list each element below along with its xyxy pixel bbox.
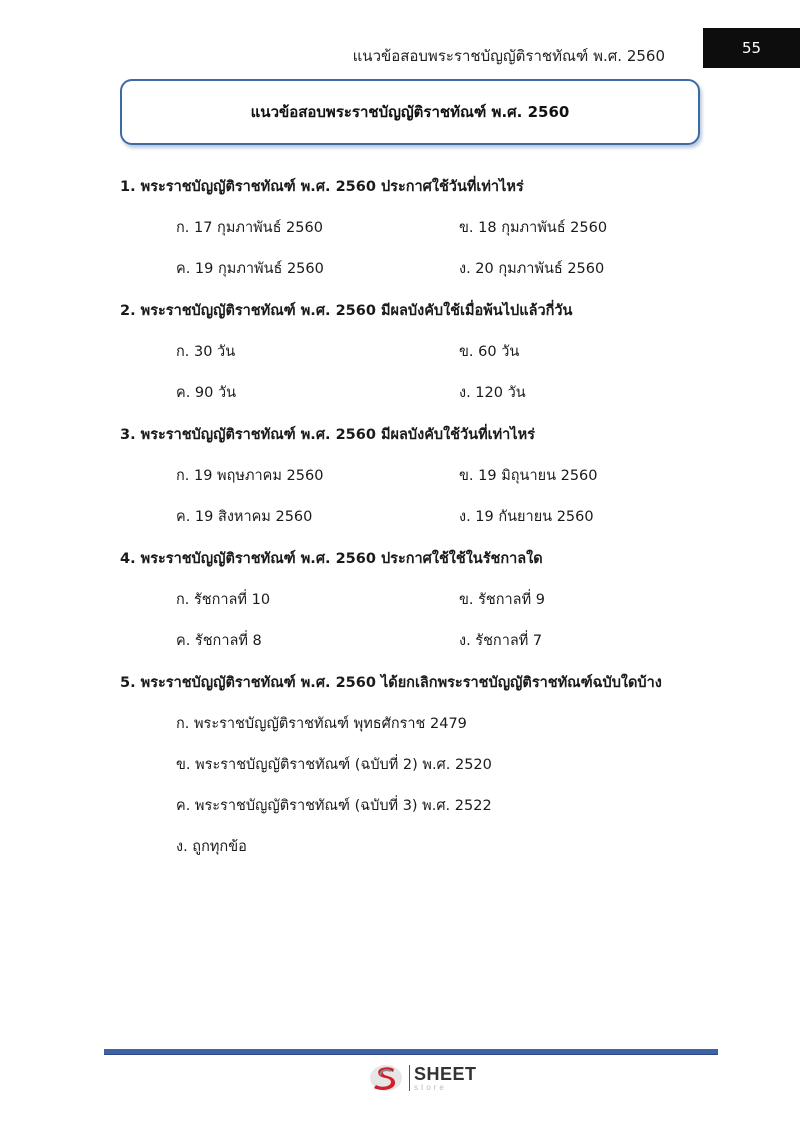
document-title: แนวข้อสอบพระราชบัญญัติราชทัณฑ์ พ.ศ. 2560 [250, 103, 570, 121]
choice-a: ก. 17 กุมภาพันธ์ 2560 [176, 220, 323, 236]
footer-rule [104, 1049, 718, 1055]
choice-b: ข. รัชกาลที่ 9 [459, 592, 545, 608]
choice-b: ข. 18 กุมภาพันธ์ 2560 [459, 220, 608, 236]
logo-s-icon [369, 1063, 403, 1093]
question-text: 3. พระราชบัญญัติราชทัณฑ์ พ.ศ. 2560 มีผลบังคับใช้วันที่เท่าไหร่ [120, 427, 535, 443]
choice-c: ค. 19 สิงหาคม 2560 [176, 509, 313, 525]
question-list [120, 174, 720, 860]
logo-text [414, 1065, 477, 1092]
logo-wordmark: SHEET [414, 1063, 477, 1084]
choice-d: ง. ถูกทุกข้อ [176, 839, 247, 855]
choice-grid [176, 463, 720, 530]
choice-c: ค. 19 กุมภาพันธ์ 2560 [176, 261, 324, 277]
question-1 [120, 174, 720, 282]
choice-a: ก. รัชกาลที่ 10 [176, 592, 271, 608]
question-3 [120, 422, 720, 530]
question-text: 2. พระราชบัญญัติราชทัณฑ์ พ.ศ. 2560 มีผลบังคับใช้เมื่อพ้นไปแล้วกี่วัน [120, 303, 573, 319]
choice-grid [176, 215, 720, 282]
question-4 [120, 546, 720, 654]
choice-c: ค. 90 วัน [176, 385, 237, 401]
choice-c: ค. พระราชบัญญัติราชทัณฑ์ (ฉบับที่ 3) พ.ศ. 2522 [176, 798, 492, 814]
title-box [120, 79, 700, 145]
choice-b: ข. พระราชบัญญัติราชทัณฑ์ (ฉบับที่ 2) พ.ศ. 2520 [176, 757, 492, 773]
choice-d: ง. 20 กุมภาพันธ์ 2560 [459, 261, 605, 277]
choice-grid [176, 587, 720, 654]
question-text: 5. พระราชบัญญัติราชทัณฑ์ พ.ศ. 2560 ได้ยกเลิกพระราชบัญญัติราชทัณฑ์ฉบับใดบ้าง [120, 675, 662, 691]
choice-grid [176, 339, 720, 406]
question-5 [120, 670, 720, 860]
choice-d: ง. รัชกาลที่ 7 [459, 633, 543, 649]
choice-list [176, 711, 720, 860]
question-text: 4. พระราชบัญญัติราชทัณฑ์ พ.ศ. 2560 ประกาศใช้ใช้ในรัชกาลใด [120, 551, 543, 567]
page-number: 55 [741, 39, 762, 57]
choice-b: ข. 60 วัน [459, 344, 520, 360]
logo-divider [409, 1065, 410, 1091]
choice-b: ข. 19 มิถุนายน 2560 [459, 468, 598, 484]
choice-c: ค. รัชกาลที่ 8 [176, 633, 262, 649]
choice-d: ง. 120 วัน [459, 385, 526, 401]
question-2 [120, 298, 720, 406]
question-text: 1. พระราชบัญญัติราชทัณฑ์ พ.ศ. 2560 ประกาศใช้วันที่เท่าไหร่ [120, 179, 524, 195]
page-number-box [703, 28, 800, 68]
choice-a: ก. พระราชบัญญัติราชทัณฑ์ พุทธศักราช 2479 [176, 716, 467, 732]
logo-subtext: store [414, 1082, 447, 1092]
sheet-store-logo [369, 1062, 477, 1094]
choice-d: ง. 19 กันยายน 2560 [459, 509, 594, 525]
choice-a: ก. 30 วัน [176, 344, 236, 360]
choice-a: ก. 19 พฤษภาคม 2560 [176, 468, 324, 484]
running-header-title: แนวข้อสอบพระราชบัญญัติราชทัณฑ์ พ.ศ. 2560 [352, 47, 665, 65]
